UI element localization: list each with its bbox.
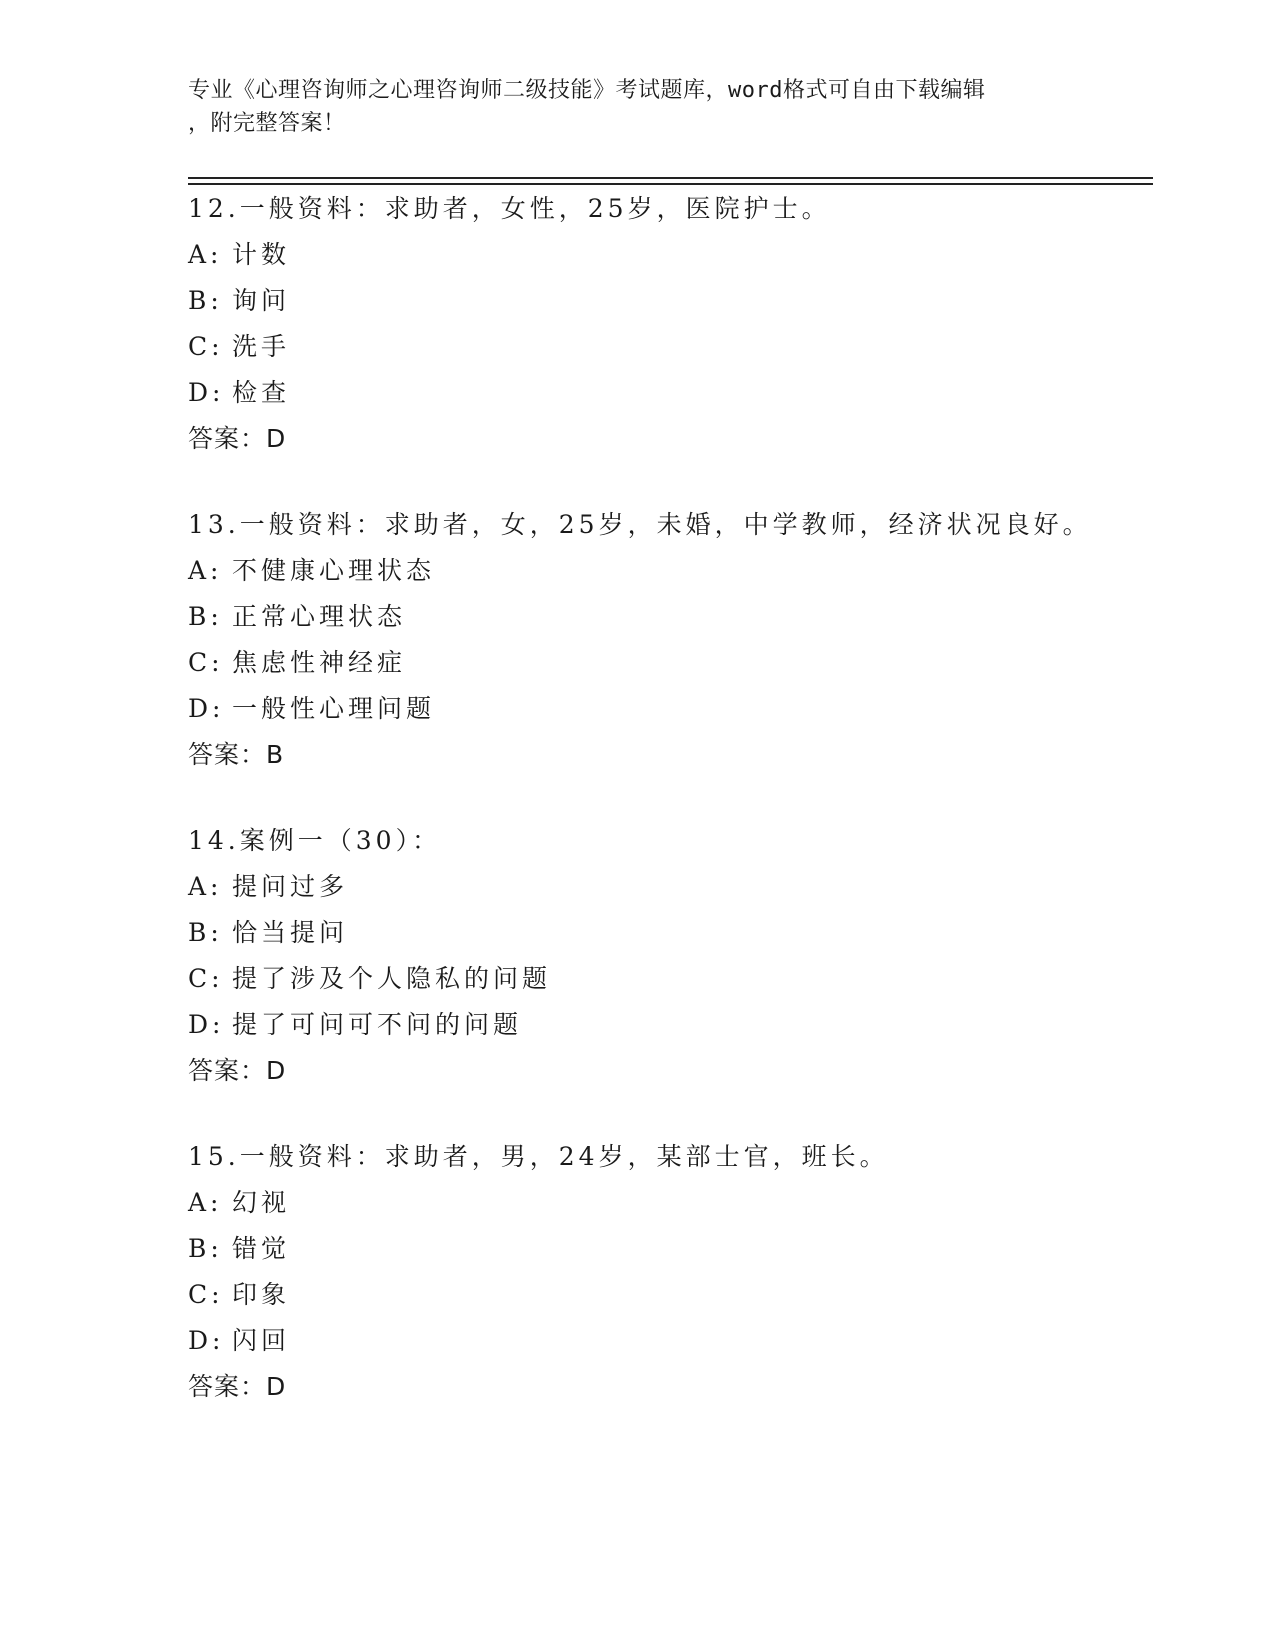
option-text: 印象 — [232, 1280, 291, 1309]
answer: 答案：D — [188, 1056, 287, 1085]
option-c — [188, 956, 1148, 1002]
question-title: 14.案例一（30）： — [188, 826, 442, 855]
answer: 答案：B — [188, 740, 285, 769]
option-text: 计数 — [232, 240, 291, 269]
option-letter: B: — [188, 286, 223, 315]
option-a — [188, 1180, 1148, 1226]
option-text: 正常心理状态 — [232, 602, 407, 631]
option-text: 幻视 — [232, 1188, 291, 1217]
option-text: 不健康心理状态 — [232, 556, 436, 585]
option-letter: C: — [188, 648, 224, 677]
option-text: 洗手 — [232, 332, 291, 361]
option-text: 询问 — [232, 286, 291, 315]
question-12 — [188, 186, 1148, 462]
option-c — [188, 324, 1148, 370]
option-letter: C: — [188, 964, 224, 993]
option-b — [188, 910, 1148, 956]
option-a — [188, 232, 1148, 278]
document-header — [188, 74, 1068, 140]
option-text: 一般性心理问题 — [232, 694, 436, 723]
question-title: 13.一般资料：求助者，女，25岁，未婚，中学教师，经济状况良好。 — [188, 510, 1092, 539]
option-letter: A: — [188, 872, 223, 901]
header-divider-top — [188, 177, 1153, 179]
option-letter: D: — [188, 378, 225, 407]
question-title: 12.一般资料：求助者，女性，25岁，医院护士。 — [188, 194, 831, 223]
option-letter: D: — [188, 1326, 225, 1355]
option-b — [188, 594, 1148, 640]
option-d — [188, 686, 1148, 732]
option-letter: A: — [188, 1188, 223, 1217]
option-text: 焦虑性神经症 — [232, 648, 407, 677]
question-13 — [188, 502, 1148, 778]
question-title: 15.一般资料：求助者，男，24岁，某部士官，班长。 — [188, 1142, 889, 1171]
option-letter: C: — [188, 1280, 224, 1309]
option-text: 提问过多 — [232, 872, 349, 901]
option-letter: D: — [188, 694, 225, 723]
option-a — [188, 548, 1148, 594]
option-c — [188, 1272, 1148, 1318]
option-text: 提了可问可不问的问题 — [232, 1010, 523, 1039]
option-b — [188, 1226, 1148, 1272]
header-line-2: ，附完整答案！ — [188, 111, 346, 136]
option-text: 闪回 — [232, 1326, 291, 1355]
option-d — [188, 1318, 1148, 1364]
option-letter: B: — [188, 1234, 223, 1263]
option-c — [188, 640, 1148, 686]
header-divider-bottom — [188, 183, 1153, 185]
option-text: 错觉 — [232, 1234, 291, 1263]
option-letter: A: — [188, 240, 223, 269]
option-text: 恰当提问 — [232, 918, 349, 947]
option-d — [188, 1002, 1148, 1048]
answer: 答案：D — [188, 1372, 287, 1401]
option-letter: D: — [188, 1010, 225, 1039]
option-d — [188, 370, 1148, 416]
option-letter: B: — [188, 918, 223, 947]
option-letter: C: — [188, 332, 224, 361]
option-text: 提了涉及个人隐私的问题 — [232, 964, 552, 993]
answer: 答案：D — [188, 424, 287, 453]
option-letter: A: — [188, 556, 223, 585]
question-15 — [188, 1134, 1148, 1410]
option-a — [188, 864, 1148, 910]
option-b — [188, 278, 1148, 324]
header-line-1: 专业《心理咨询师之心理咨询师二级技能》考试题库，word格式可自由下载编辑 — [188, 78, 986, 103]
option-text: 检查 — [232, 378, 291, 407]
option-letter: B: — [188, 602, 223, 631]
question-14 — [188, 818, 1148, 1094]
